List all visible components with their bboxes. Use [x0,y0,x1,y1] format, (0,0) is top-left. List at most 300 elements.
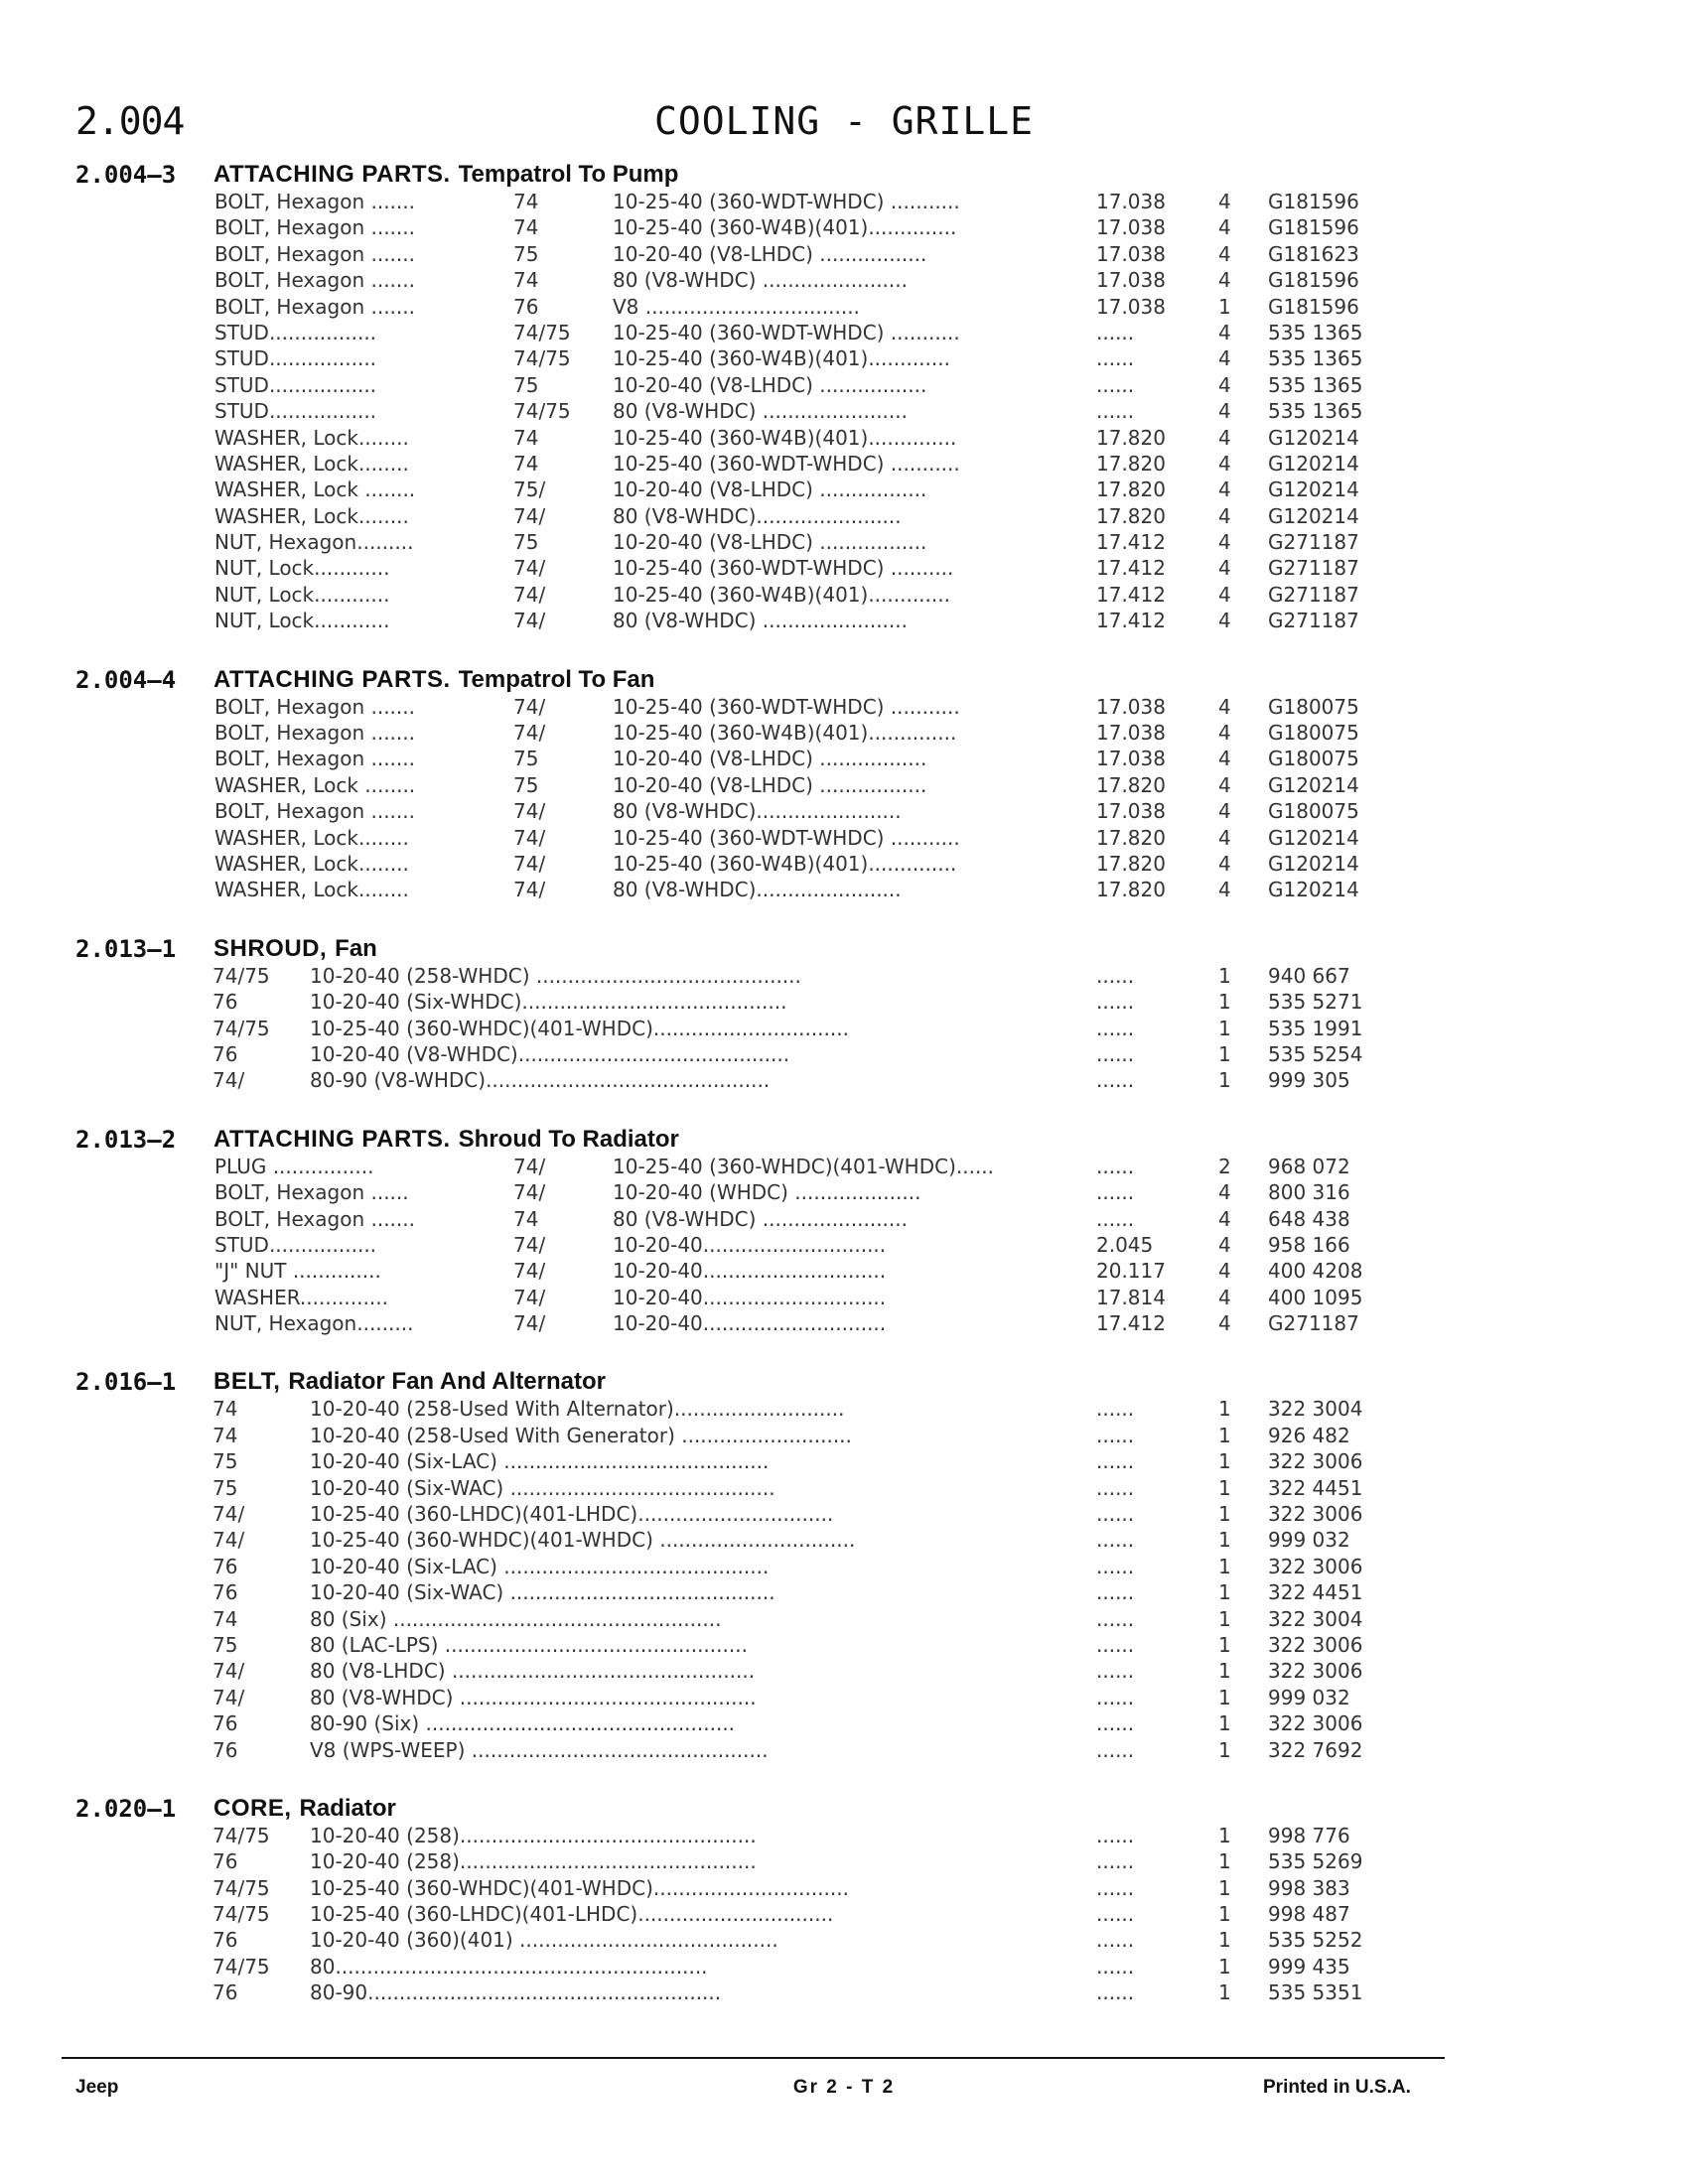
part-number: 998 383 [1268,1875,1350,1900]
group-number: ...... [1096,1823,1135,1847]
part-number: 958 166 [1268,1232,1350,1257]
table-row [0,1257,1688,1283]
parts-section [0,1368,1688,1761]
part-number: G271187 [1268,1311,1359,1336]
part-number: G120214 [1268,425,1359,450]
part-number: 535 5271 [1268,990,1363,1015]
quantity: 4 [1218,747,1231,771]
part-number: 648 438 [1268,1206,1350,1231]
part-number: 926 482 [1268,1423,1350,1447]
quantity: 2 [1218,1154,1231,1178]
application: 10-20-40 (V8-LHDC) ................. [613,747,927,771]
quantity: 4 [1218,878,1231,902]
model-year: 74/ [212,1068,245,1093]
quantity: 1 [1218,1397,1231,1422]
application: 10-20-40 (258-Used With Generator) ........................... [310,1423,852,1447]
section-title [213,935,377,963]
quantity: 1 [1218,1449,1231,1474]
section-title-main: CORE, [213,1794,292,1822]
table-row [0,1526,1688,1552]
part-name: NUT, Lock............ [214,582,390,607]
table-row [0,213,1688,239]
part-number: 322 3006 [1268,1554,1363,1578]
part-name: WASHER.............. [214,1285,388,1309]
table-row [0,1395,1688,1421]
table-row [0,824,1688,850]
model-year: 74 [513,215,539,240]
group-number: 17.412 [1096,609,1166,633]
model-year: 74 [212,1397,238,1422]
quantity: 1 [1218,1016,1231,1040]
application: 80 (V8-WHDC) ....................... [613,609,908,633]
group-number: 17.038 [1096,294,1166,319]
group-number: ...... [1096,1528,1135,1553]
model-year: 76 [212,1849,238,1874]
model-year: 75/ [513,478,546,502]
part-number: G180075 [1268,721,1359,746]
model-year: 74/ [212,1685,245,1709]
application: 10-25-40 (360-W4B)(401)............. [613,346,950,371]
part-number: 400 4208 [1268,1259,1363,1284]
application: 10-20-40............................. [613,1311,887,1336]
table-row [0,1205,1688,1231]
application: 80 (LAC-LPS) ................................................ [310,1632,748,1657]
application: 10-25-40 (360-W4B)(401).............. [613,851,957,876]
application: 10-20-40 (V8-LHDC) ................. [613,530,927,555]
group-number: 17.038 [1096,694,1166,719]
part-number: 968 072 [1268,1154,1350,1178]
application: 80-90 (Six) ................................................. [310,1711,736,1736]
quantity: 4 [1218,799,1231,824]
section-number: 2.013–1 [75,934,177,963]
model-year: 74/75 [212,1823,270,1847]
model-year: 76 [212,1554,238,1578]
part-number: G120214 [1268,851,1359,876]
group-number: ...... [1096,372,1135,397]
part-number: 535 5254 [1268,1041,1363,1066]
section-number: 2.013–2 [75,1125,177,1154]
group-number: ...... [1096,320,1135,344]
table-row [0,1953,1688,1979]
model-year: 75 [513,372,539,397]
table-row [0,1553,1688,1578]
section-number: 2.016–1 [75,1368,177,1397]
part-number: G181623 [1268,241,1359,266]
part-number: 535 1365 [1268,372,1363,397]
model-year: 74/ [513,582,546,607]
section-title-sub: Tempatrol To Pump [458,161,679,188]
section-number: 2.004–3 [75,161,177,189]
part-number: G180075 [1268,747,1359,771]
group-number: ...... [1096,1606,1135,1631]
part-name: NUT, Hexagon......... [214,1311,414,1336]
quantity: 4 [1218,1259,1231,1284]
quantity: 1 [1218,1902,1231,1927]
model-year: 74/ [212,1528,245,1553]
quantity: 4 [1218,556,1231,581]
group-number: 17.412 [1096,530,1166,555]
part-number: 400 1095 [1268,1285,1363,1309]
group-number: 17.412 [1096,582,1166,607]
part-number: 999 305 [1268,1068,1350,1093]
table-row [0,1178,1688,1204]
group-number: ...... [1096,1423,1135,1447]
group-number: 17.038 [1096,190,1166,213]
part-name: STUD................. [214,372,377,397]
application: 10-25-40 (360-WDT-WHDC) .......... [613,556,954,581]
part-name: BOLT, Hexagon ....... [214,190,415,213]
quantity: 4 [1218,320,1231,344]
part-number: 535 5269 [1268,1849,1363,1874]
part-number: G180075 [1268,799,1359,824]
application: 80 (V8-WHDC) ....................... [613,399,908,424]
part-number: 999 032 [1268,1528,1350,1553]
quantity: 4 [1218,1285,1231,1309]
part-number: 322 4451 [1268,1580,1363,1605]
part-name: STUD................. [214,320,377,344]
group-number: ...... [1096,346,1135,371]
application: 10-20-40 (V8-LHDC) ................. [613,478,927,502]
model-year: 74/ [513,1285,546,1309]
group-number: 17.820 [1096,451,1166,476]
part-number: G181596 [1268,190,1359,213]
parts-section [0,1795,1688,2005]
application: 10-25-40 (360-WHDC)(401-WHDC) ............................... [310,1528,856,1553]
application: 10-25-40 (360-WDT-WHDC) ........... [613,694,960,719]
model-year: 74/ [513,1311,546,1336]
quantity: 1 [1218,1554,1231,1578]
model-year: 74/ [513,825,546,850]
part-number: 999 435 [1268,1954,1350,1979]
table-row [0,1309,1688,1335]
section-title [213,666,654,694]
part-name: BOLT, Hexagon ....... [214,694,415,719]
part-name: "J" NUT .............. [214,1259,381,1284]
footer-group: Gr 2 - T 2 [792,2077,896,2098]
quantity: 4 [1218,346,1231,371]
model-year: 74/ [513,1259,546,1284]
group-number: ...... [1096,1449,1135,1474]
group-number: 17.820 [1096,503,1166,528]
group-number: ...... [1096,1206,1135,1231]
model-year: 74/ [212,1502,245,1527]
part-name: BOLT, Hexagon ....... [214,294,415,319]
section-title-main: ATTACHING PARTS. [213,161,451,188]
application: 10-20-40 (Six-WAC) .......................................... [310,1580,775,1605]
group-number: 17.814 [1096,1285,1166,1309]
footer-divider [62,2057,1445,2059]
table-row [0,719,1688,745]
part-number: 322 3006 [1268,1632,1363,1657]
page-number: 2.004 [75,99,185,143]
quantity: 1 [1218,1711,1231,1736]
table-row [0,1979,1688,2004]
quantity: 4 [1218,451,1231,476]
section-title-sub: Shroud To Radiator [458,1125,679,1153]
part-name: WASHER, Lock........ [214,503,409,528]
section-title-sub: Fan [335,934,377,962]
quantity: 1 [1218,294,1231,319]
table-row [0,344,1688,370]
model-year: 74/ [513,694,546,719]
model-year: 75 [212,1449,238,1474]
model-year: 75 [513,772,539,797]
part-number: G271187 [1268,530,1359,555]
model-year: 74/75 [212,963,270,988]
quantity: 1 [1218,1502,1231,1527]
application: 10-25-40 (360-WHDC)(401-WHDC)............................... [310,1875,849,1900]
table-row [0,693,1688,719]
group-number: ...... [1096,1659,1135,1684]
model-year: 74/ [513,1180,546,1205]
table-row [0,371,1688,397]
part-number: G120214 [1268,772,1359,797]
section-title-main: BELT, [213,1368,281,1396]
quantity: 1 [1218,1528,1231,1553]
table-row [0,607,1688,632]
quantity: 1 [1218,1659,1231,1684]
group-number: 2.045 [1096,1232,1154,1257]
part-name: WASHER, Lock........ [214,425,409,450]
quantity: 1 [1218,1980,1231,2005]
model-year: 74/75 [212,1954,270,1979]
model-year: 74/75 [513,346,571,371]
application: 10-20-40 (Six-LAC) .......................................... [310,1449,770,1474]
application: 10-20-40 (360)(401) ......................................... [310,1928,778,1953]
group-number: ...... [1096,1397,1135,1422]
part-number: G120214 [1268,503,1359,528]
quantity: 1 [1218,1737,1231,1762]
table-row [0,1900,1688,1926]
part-name: BOLT, Hexagon ....... [214,747,415,771]
part-number: G120214 [1268,825,1359,850]
part-number: G180075 [1268,694,1359,719]
group-number: 17.820 [1096,425,1166,450]
group-number: ...... [1096,1928,1135,1953]
section-title-sub: Tempatrol To Fan [458,665,655,693]
model-year: 74 [513,1206,539,1231]
table-row [0,1926,1688,1952]
quantity: 1 [1218,1041,1231,1066]
model-year: 76 [212,1711,238,1736]
group-number: ...... [1096,1980,1135,2005]
table-row [0,1500,1688,1526]
application: 80 (V8-WHDC) ....................... [613,1206,908,1231]
model-year: 74/75 [212,1902,270,1927]
application: 10-20-40 (258-Used With Alternator)........................... [310,1397,845,1422]
table-row [0,188,1688,213]
application: 80 (V8-WHDC) ............................................... [310,1685,757,1709]
section-title [213,1795,396,1823]
page-title: COOLING - GRILLE [653,99,1035,143]
group-number: 17.820 [1096,772,1166,797]
table-row [0,1874,1688,1900]
model-year: 74 [513,425,539,450]
section-title-main: SHROUD, [213,934,328,962]
part-number: 998 487 [1268,1902,1350,1927]
application: 10-20-40 (Six-WHDC).......................................... [310,990,787,1015]
part-number: 322 3006 [1268,1711,1363,1736]
application: 10-20-40 (258-WHDC) .......................................... [310,963,801,988]
part-name: STUD................. [214,399,377,424]
part-name: STUD................. [214,1232,377,1257]
application: 10-25-40 (360-LHDC)(401-LHDC)............................... [310,1902,834,1927]
part-number: G181596 [1268,215,1359,240]
table-row [0,1284,1688,1309]
table-row [0,1066,1688,1092]
model-year: 74/75 [513,399,571,424]
table-row [0,1578,1688,1604]
table-row [0,581,1688,607]
part-number: G181596 [1268,268,1359,293]
quantity: 1 [1218,1823,1231,1847]
quantity: 4 [1218,399,1231,424]
table-row [0,450,1688,476]
model-year: 74/ [513,609,546,633]
application: 80-90........................................................ [310,1980,722,2005]
application: 10-20-40............................. [613,1259,887,1284]
quantity: 1 [1218,1632,1231,1657]
section-header [0,1368,1688,1395]
group-number: 20.117 [1096,1259,1166,1284]
application: 10-20-40 (V8-LHDC) ................. [613,372,927,397]
quantity: 4 [1218,772,1231,797]
table-row [0,424,1688,450]
table-row [0,962,1688,988]
group-number: 17.820 [1096,878,1166,902]
application: 10-20-40 (Six-LAC) .......................................... [310,1554,770,1578]
application: 10-25-40 (360-WDT-WHDC) ........... [613,825,960,850]
model-year: 75 [513,530,539,555]
quantity: 1 [1218,990,1231,1015]
application: V8 .................................. [613,294,860,319]
group-number: 17.412 [1096,556,1166,581]
quantity: 1 [1218,1849,1231,1874]
table-row [0,876,1688,901]
section-title [213,1126,679,1154]
table-row [0,771,1688,797]
part-number: 535 5252 [1268,1928,1363,1953]
table-row [0,988,1688,1014]
group-number: ...... [1096,1875,1135,1900]
group-number: ...... [1096,1041,1135,1066]
table-row [0,1684,1688,1709]
section-header [0,161,1688,188]
table-row [0,319,1688,344]
group-number: ...... [1096,1954,1135,1979]
application: 10-25-40 (360-W4B)(401).............. [613,721,957,746]
model-year: 75 [212,1632,238,1657]
table-row [0,1447,1688,1473]
quantity: 1 [1218,1875,1231,1900]
group-number: ...... [1096,990,1135,1015]
section-title-main: ATTACHING PARTS. [213,665,451,693]
model-year: 76 [212,1580,238,1605]
quantity: 4 [1218,1206,1231,1231]
table-row [0,528,1688,554]
group-number: 17.038 [1096,799,1166,824]
table-row [0,1736,1688,1762]
model-year: 76 [212,990,238,1015]
quantity: 4 [1218,694,1231,719]
part-number: 535 1991 [1268,1016,1363,1040]
table-row [0,476,1688,501]
model-year: 74/ [513,878,546,902]
table-row [0,1231,1688,1257]
footer-printed: Printed in U.S.A. [1263,2077,1411,2098]
model-year: 74/75 [513,320,571,344]
application: 80 (V8-LHDC) ................................................ [310,1659,756,1684]
section-title-main: ATTACHING PARTS. [213,1125,451,1153]
model-year: 74/ [513,1232,546,1257]
model-year: 74/75 [212,1016,270,1040]
application: 80 (Six) .................................................... [310,1606,722,1631]
model-year: 76 [212,1737,238,1762]
model-year: 74/ [513,556,546,581]
part-number: 535 1365 [1268,346,1363,371]
quantity: 4 [1218,1232,1231,1257]
part-number: 800 316 [1268,1180,1350,1205]
model-year: 74/75 [212,1875,270,1900]
part-number: G271187 [1268,582,1359,607]
group-number: ...... [1096,963,1135,988]
group-number: ...... [1096,1016,1135,1040]
quantity: 4 [1218,1180,1231,1205]
quantity: 4 [1218,478,1231,502]
quantity: 4 [1218,825,1231,850]
section-title [213,1368,606,1396]
model-year: 74/ [212,1659,245,1684]
model-year: 76 [212,1928,238,1953]
application: 10-25-40 (360-W4B)(401).............. [613,425,957,450]
part-name: WASHER, Lock ........ [214,478,416,502]
application: 80........................................................... [310,1954,708,1979]
application: 80 (V8-WHDC)....................... [613,878,902,902]
table-row [0,240,1688,266]
quantity: 1 [1218,1685,1231,1709]
model-year: 74 [212,1423,238,1447]
group-number: ...... [1096,1580,1135,1605]
section-number: 2.020–1 [75,1794,177,1823]
part-name: WASHER, Lock........ [214,825,409,850]
part-number: 322 3006 [1268,1502,1363,1527]
model-year: 74 [212,1606,238,1631]
part-name: BOLT, Hexagon ...... [214,1180,409,1205]
part-number: G271187 [1268,556,1359,581]
quantity: 4 [1218,268,1231,293]
quantity: 4 [1218,241,1231,266]
parts-section [0,161,1688,633]
quantity: 1 [1218,1068,1231,1093]
part-name: BOLT, Hexagon ....... [214,268,415,293]
application: 10-20-40............................. [613,1285,887,1309]
application: 10-25-40 (360-WHDC)(401-WHDC)...... [613,1154,995,1178]
group-number: 17.820 [1096,825,1166,850]
quantity: 4 [1218,1311,1231,1336]
application: 80 (V8-WHDC)....................... [613,503,902,528]
part-name: WASHER, Lock........ [214,451,409,476]
table-row [0,1657,1688,1683]
part-number: 535 1365 [1268,320,1363,344]
application: 10-25-40 (360-WDT-WHDC) ........... [613,320,960,344]
application: 10-25-40 (360-W4B)(401)............. [613,582,950,607]
group-number: 17.038 [1096,268,1166,293]
group-number: 17.038 [1096,241,1166,266]
model-year: 74/ [513,799,546,824]
model-year: 75 [513,241,539,266]
part-number: 535 1365 [1268,399,1363,424]
application: 10-20-40 (V8-LHDC) ................. [613,772,927,797]
